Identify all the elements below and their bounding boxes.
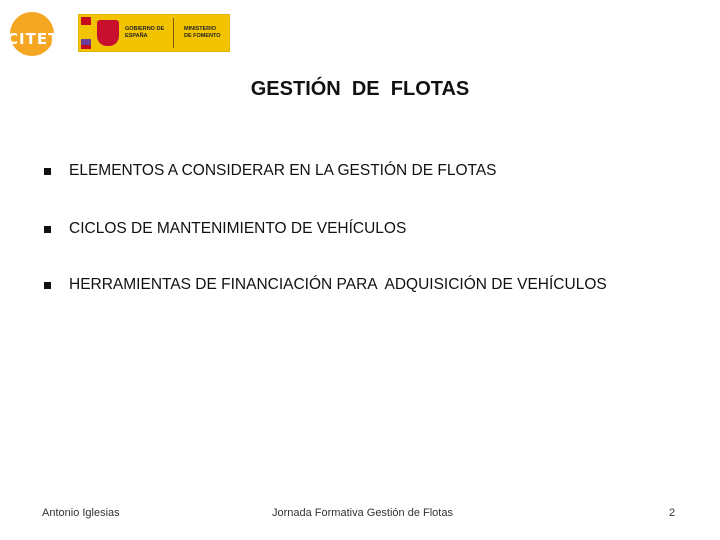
citet-logo-text: CITET — [7, 30, 60, 48]
government-label: GOBIERNO DE ESPAÑA — [125, 26, 165, 39]
bullet-square-icon — [44, 282, 51, 289]
bullet-text: CICLOS DE MANTENIMIENTO DE VEHÍCULOS — [69, 220, 407, 237]
government-logo — [78, 14, 230, 52]
flag-icon — [81, 17, 91, 49]
footer-event: Jornada Formativa Gestión de Flotas — [272, 507, 453, 519]
bullet-text: HERRAMIENTAS DE FINANCIACIÓN PARA ADQUISICIÓN DE VEHÍCULOS — [69, 276, 607, 293]
bullet-square-icon — [44, 226, 51, 233]
bullet-square-icon — [44, 168, 51, 175]
list-item — [44, 220, 406, 238]
list-item — [44, 276, 607, 294]
slide-title: GESTIÓN DE FLOTAS — [250, 78, 470, 100]
bullet-text: ELEMENTOS A CONSIDERAR EN LA GESTIÓN DE FLOTAS — [69, 162, 497, 179]
ministry-label: MINISTERIO DE FOMENTO — [184, 26, 221, 39]
logo-divider — [173, 18, 174, 48]
page-number: 2 — [669, 507, 676, 519]
list-item — [44, 162, 497, 180]
footer-author: Antonio Iglesias — [42, 507, 120, 519]
citet-logo — [4, 10, 66, 62]
coat-of-arms-icon — [97, 20, 119, 46]
